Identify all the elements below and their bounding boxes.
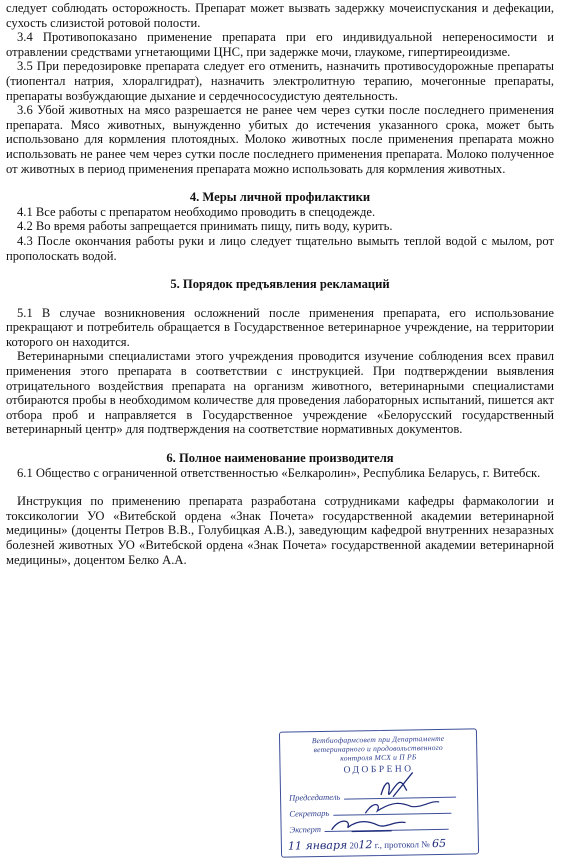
date-year-prefix: 20 (349, 840, 359, 851)
protocol-label: г., протокол № (374, 839, 430, 851)
paragraph-4-2: 4.2 Во время работы запрещается принимать пищу, пить воду, курить. (17, 219, 393, 234)
paragraph-3-5: 3.5 При передозировке препарата следует его отменить, назначить противосудорожные препараты (тиопентал натрия, хлоралгидрат), назначить электролитную терапию, мочегонные препараты, препараты возбуждающие дыхание и сердечнососудистую деятельность. (6, 59, 554, 103)
closing-paragraph: Инструкция по применению препарата разработана сотрудниками кафедры фармакологии и токсикологии УО «Витебской ордена «Знак Почета» государственной академии ветеринарной медицины» (доценты Петров В.В., Голубицкая А.В.), заведующим кафедрой внутренних незаразных болезней животных УО «Витебской ордена «Знак Почета» государственной академии ветеринарной медицины», доцентом Белко А.А. (6, 494, 554, 567)
stamp-approved-label: ОДОБРЕНО (343, 764, 414, 776)
date-handwritten: 11 января (287, 838, 348, 853)
paragraph-3-6: 3.6 Убой животных на мясо разрешается не ранее чем через сутки после последнего применения препарата. Мясо животных, вынужденно убитых до истечения указанного срока, может быть использовано для кормления плотоядных. Молоко животных после применения препарата можно использовать не ранее чем через сутки после последнего применения препарата. Молоко полученное от животных в период применения препарата можно использовать для кормления животных. (6, 103, 554, 176)
expert-label: Эксперт (289, 824, 322, 835)
section-4-heading: 4. Меры личной профилактики (189, 190, 371, 205)
paragraph-4-3: 4.3 После окончания работы руки и лицо следует тщательно вымыть теплой водой с мылом, рот прополоскать водой. (6, 233, 554, 263)
paragraph-5-2: Ветеринарными специалистами этого учреждения проводится изучение соблюдения всех правил применения этого препарата в соответствии с инструкцией. При подтверждении выявления отрицательного воздействия препарата на организм животного, ветеринарными специалистами отбираются пробы в необходимом количестве для проведения лабораторных испытаний, пишется акт отбора проб и направляется в Государственное учреждение «Белорусский государственный ветеринарный центр» для подтверждения на соответствие нормативных документов. (6, 349, 554, 437)
paragraph-5-1: 5.1 В случае возникновения осложнений после применения препарата, его использование прекращают и потребитель обращается в Государственное ветеринарное учреждение, на территории которого он находится. (6, 305, 554, 349)
protocol-number: 65 (431, 836, 447, 851)
stamp-organization: Ветбиофармсовет при Департаменте ветеринарного и продовольственного контроля МСХ и П РБ (311, 733, 445, 763)
secretary-signature (365, 802, 439, 814)
paragraph-3-4: 3.4 Противопоказано применение препарата при его индивидуальной непереносимости и отравлении средствами угнетающими ЦНС, при задержке мочи, глаукоме, гипертиреоидизме. (6, 30, 554, 59)
section-5-heading: 5. Порядок предъявления рекламаций (170, 277, 390, 292)
approval-stamp (279, 728, 479, 857)
year-handwritten: 12 (358, 838, 373, 852)
section-6-heading: 6. Полное наименование производителя (166, 451, 394, 466)
chairman-label: Председатель (288, 791, 341, 803)
paragraph-6-1: 6.1 Общество с ограниченной ответственностью «Белкаролин», Республика Беларусь, г. Витебск. (17, 465, 541, 480)
document-body (6, 1, 554, 567)
secretary-label: Секретарь (289, 807, 330, 819)
paragraph-continuation: следует соблюдать осторожность. Препарат может вызвать задержку мочеиспускания и дефекации, сухость слизистой ротовой полости. (6, 1, 554, 30)
expert-signature (331, 820, 405, 832)
chairman-signature (381, 772, 413, 797)
stamp-date-row (288, 837, 446, 853)
paragraph-4-1: 4.1 Все работы с препаратом необходимо проводить в спецодежде. (17, 204, 376, 219)
